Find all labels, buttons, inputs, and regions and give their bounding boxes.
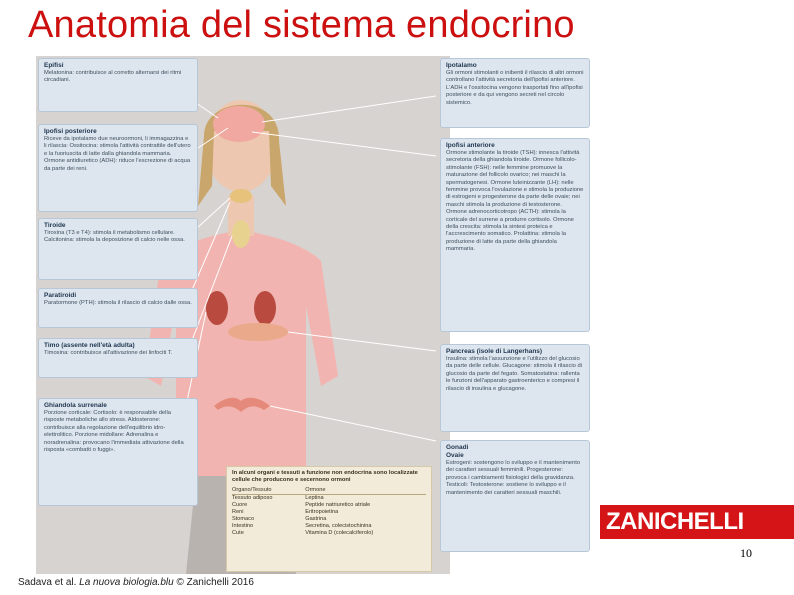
info-box-paratiroidi bbox=[38, 288, 198, 328]
box-title: Gonadi bbox=[446, 444, 469, 451]
zanichelli-logo: ZANICHELLI bbox=[600, 505, 794, 539]
box-body: Porzione corticale: Cortisolo: è responsabile della risposte metaboliche allo stress. Aldosterone: contribuisce alla regolazione dell'equilibrio idro-elettrolitico. Porzione midollare: Adrenalina e noradrenalina: provocano l'immediata attivazione della risposta «combatti o fuggi». bbox=[44, 410, 184, 454]
credit-book-title: La nuova biologia.blu bbox=[79, 577, 174, 588]
box-title: Timo (assente nell'età adulta) bbox=[44, 342, 135, 349]
info-box-timo bbox=[38, 338, 198, 378]
organ-cell: Cuore bbox=[232, 502, 248, 508]
box-subtitle: Ovaie bbox=[446, 452, 464, 459]
info-box-epifisi bbox=[38, 58, 198, 112]
box-title: Ipofisi anteriore bbox=[446, 142, 495, 149]
thymus-shape bbox=[232, 220, 250, 248]
box-body: Tiroxina (T3 e T4): stimola il metabolismo cellulare. Calcitonina: stimola la deposizione di calcio nelle ossa. bbox=[44, 230, 185, 244]
box-title: Ipofisi posteriore bbox=[44, 128, 97, 135]
table-row bbox=[232, 516, 426, 523]
table-row bbox=[232, 530, 426, 537]
page-number: 10 bbox=[740, 546, 752, 560]
box-body: Insulina: stimola l'assunzione e l'utilizzo del glucosio da parte delle cellule. Glucagone: stimola il rilascio di glucosio da parte del fegato. Somatostatina: rallenta le funzioni dell'apparato gastroenterico e compresi il rilascio di insulina e glucagone. bbox=[446, 356, 582, 392]
info-box-ipofisi-anteriore bbox=[440, 138, 590, 332]
brain-shape bbox=[213, 106, 265, 142]
box-title: Ipotalamo bbox=[446, 62, 477, 69]
endocrine-figure bbox=[36, 56, 450, 574]
table-row bbox=[232, 509, 426, 516]
box-body: Riceve da ipotalamo due neuroormoni, li immagazzina e li rilascia: Ossitocina: stimola l'attività contrattile dell'utero e la fuoriuscita di latte dalla ghiandola mammaria. Ormone antidiuretico (ADH): riduce l'escrezione di acqua da parte dei reni. bbox=[44, 136, 191, 172]
source-credit bbox=[18, 577, 254, 588]
hormone-cell: Peptide natriuretico atriale bbox=[305, 502, 371, 508]
column-header-organ: Organo/Tessuto bbox=[232, 487, 305, 495]
pancreas-shape bbox=[228, 323, 288, 341]
table-row bbox=[232, 495, 426, 503]
organ-cell: Cute bbox=[232, 530, 244, 536]
hormone-cell: Eritropoietina bbox=[305, 509, 339, 515]
organ-cell: Stomaco bbox=[232, 516, 255, 522]
organ-cell: Intestino bbox=[232, 523, 254, 529]
box-title: Paratiroidi bbox=[44, 292, 77, 299]
box-title: Epifisi bbox=[44, 62, 64, 69]
info-box-surrene bbox=[38, 398, 198, 506]
hormone-cell: Gastrina bbox=[305, 516, 327, 522]
non-endocrine-table bbox=[226, 466, 432, 572]
box-title: Pancreas (isole di Langerhans) bbox=[446, 348, 543, 355]
thyroid-shape bbox=[230, 189, 252, 203]
hormone-table bbox=[232, 487, 426, 537]
box-body: Paratormone (PTH): stimola il rilascio di calcio dalle ossa. bbox=[44, 300, 192, 306]
slide-title: Anatomia del sistema endocrino bbox=[28, 4, 575, 46]
hormone-cell: Secretina, colecistochinina bbox=[305, 523, 372, 529]
table-row bbox=[232, 523, 426, 530]
box-body: Timosina: contribuisce all'attivazione dei linfociti T. bbox=[44, 350, 173, 356]
credit-suffix: © Zanichelli 2016 bbox=[173, 577, 254, 588]
organ-cell: Reni bbox=[232, 509, 244, 515]
info-box-ipotalamo bbox=[440, 58, 590, 128]
hormone-cell: Leptina bbox=[305, 495, 324, 501]
info-box-ipofisi-posteriore bbox=[38, 124, 198, 212]
table-row bbox=[232, 502, 426, 509]
box-body: Gli ormoni stimolanti o inibenti il rilascio di altri ormoni controllano l'attività secretoria dell'ipofisi anteriore. L'ADH e l'ossitocina vengono trasportati fino all'ipofisi posteriore e da qui vengono secreti nel circolo sistemico. bbox=[446, 70, 584, 106]
hormone-cell: Vitamina D (colecalciferolo) bbox=[305, 530, 374, 536]
info-box-pancreas bbox=[440, 344, 590, 432]
table-heading: In alcuni organi e tessuti a funzione non endocrina sono localizzate cellule che producono e secernono ormoni bbox=[232, 470, 418, 483]
box-body: Estrogeni: sostengono lo sviluppo e il mantenimento dei caratteri sessuali femminili. Progesterone: provoca i cambiamenti fisiologici della gravidanza. Testicoli: Testosterone: sostiene lo sviluppo e il mantenimento dei caratteri sessuali maschili. bbox=[446, 460, 581, 496]
info-box-tiroide bbox=[38, 218, 198, 280]
organ-cell: Tessuto adiposo bbox=[232, 495, 273, 501]
info-box-gonadi bbox=[440, 440, 590, 552]
box-body: Melatonina: contribuisce al corretto alternarsi dei ritmi circadiani. bbox=[44, 70, 182, 84]
credit-prefix: Sadava et al. bbox=[18, 577, 80, 588]
table-header-row bbox=[232, 487, 426, 495]
box-body: Ormone stimolante la tiroide (TSH): innesca l'attività secretoria della ghiandola tiroide. Ormone follicolo-stimolante (FSH): nelle femmine promuove la maturazione del follicolo ovarico; nei maschi la spermatogenesi. Ormone luteinizzante (LH): nelle femmine provoca l'ovulazione e stimola la produzione di estrogeni e progesterone da parte delle ovaie; nei maschi stimola la produzione di testosterone. Ormone adrenocorticotropo (ACTH): stimola la corticale del surrene a produrre cortisolo. Ormone della crescita: stimola la sintesi proteica e l'accrescimento somatico. Prolattina: stimola la produzione di latte da parte della ghiandola mammaria. bbox=[446, 150, 584, 253]
box-title: Ghiandola surrenale bbox=[44, 402, 107, 409]
box-title: Tiroide bbox=[44, 222, 66, 229]
right-adrenal-kidney bbox=[254, 291, 276, 325]
column-header-hormone: Ormone bbox=[305, 487, 426, 495]
